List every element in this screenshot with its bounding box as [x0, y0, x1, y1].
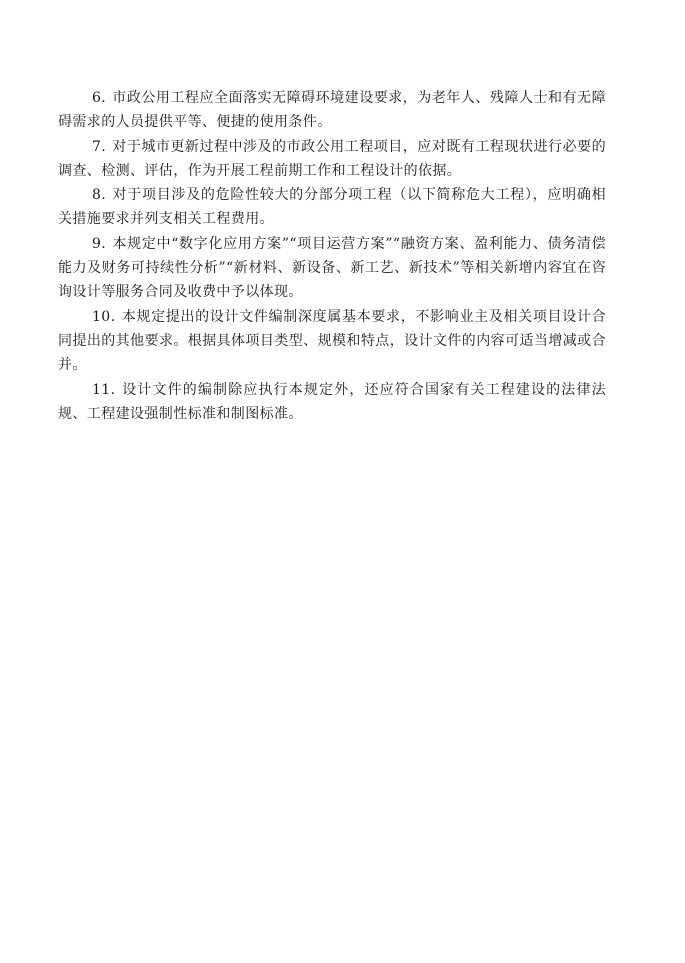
item-number: 7.: [92, 138, 107, 155]
item-number: 11.: [92, 381, 116, 398]
list-item: [58, 86, 606, 135]
item-text: 设计文件的编制除应执行本规定外，还应符合国家有关工程建设的法律法规、工程建设强制性标准和制图标准。: [58, 381, 606, 422]
item-number: 8.: [92, 187, 107, 204]
item-text: 本规定中“数字化应用方案”“项目运营方案”“融资方案、盈利能力、债务清偿能力及财务可持续性分析”“新材料、新设备、新工艺、新技术”等相关新增内容宜在咨询设计等服务合同及收费中予以体现。: [58, 235, 606, 301]
item-text: 对于项目涉及的危险性较大的分部分项工程（以下简称危大工程），应明确相关措施要求并列支相关工程费用。: [58, 187, 606, 228]
list-item: [58, 378, 606, 427]
list-item: [58, 135, 606, 184]
item-text: 市政公用工程应全面落实无障碍环境建设要求，为老年人、残障人士和有无障碍需求的人员提供平等、便捷的使用条件。: [58, 90, 606, 131]
item-number: 6.: [92, 90, 107, 106]
list-item: [58, 305, 606, 378]
list-item: [58, 183, 606, 232]
item-text: 本规定提出的设计文件编制深度属基本要求，不影响业主及相关项目设计合同提出的其他要求。根据具体项目类型、规模和特点，设计文件的内容可适当增减或合并。: [58, 308, 606, 374]
item-number: 10.: [92, 308, 116, 325]
list-item: [58, 232, 606, 305]
item-number: 9.: [92, 235, 107, 252]
item-text: 对于城市更新过程中涉及的市政公用工程项目，应对既有工程现状进行必要的调查、检测、评估，作为开展工程前期工作和工程设计的依据。: [58, 138, 606, 179]
document-body: [58, 86, 606, 426]
